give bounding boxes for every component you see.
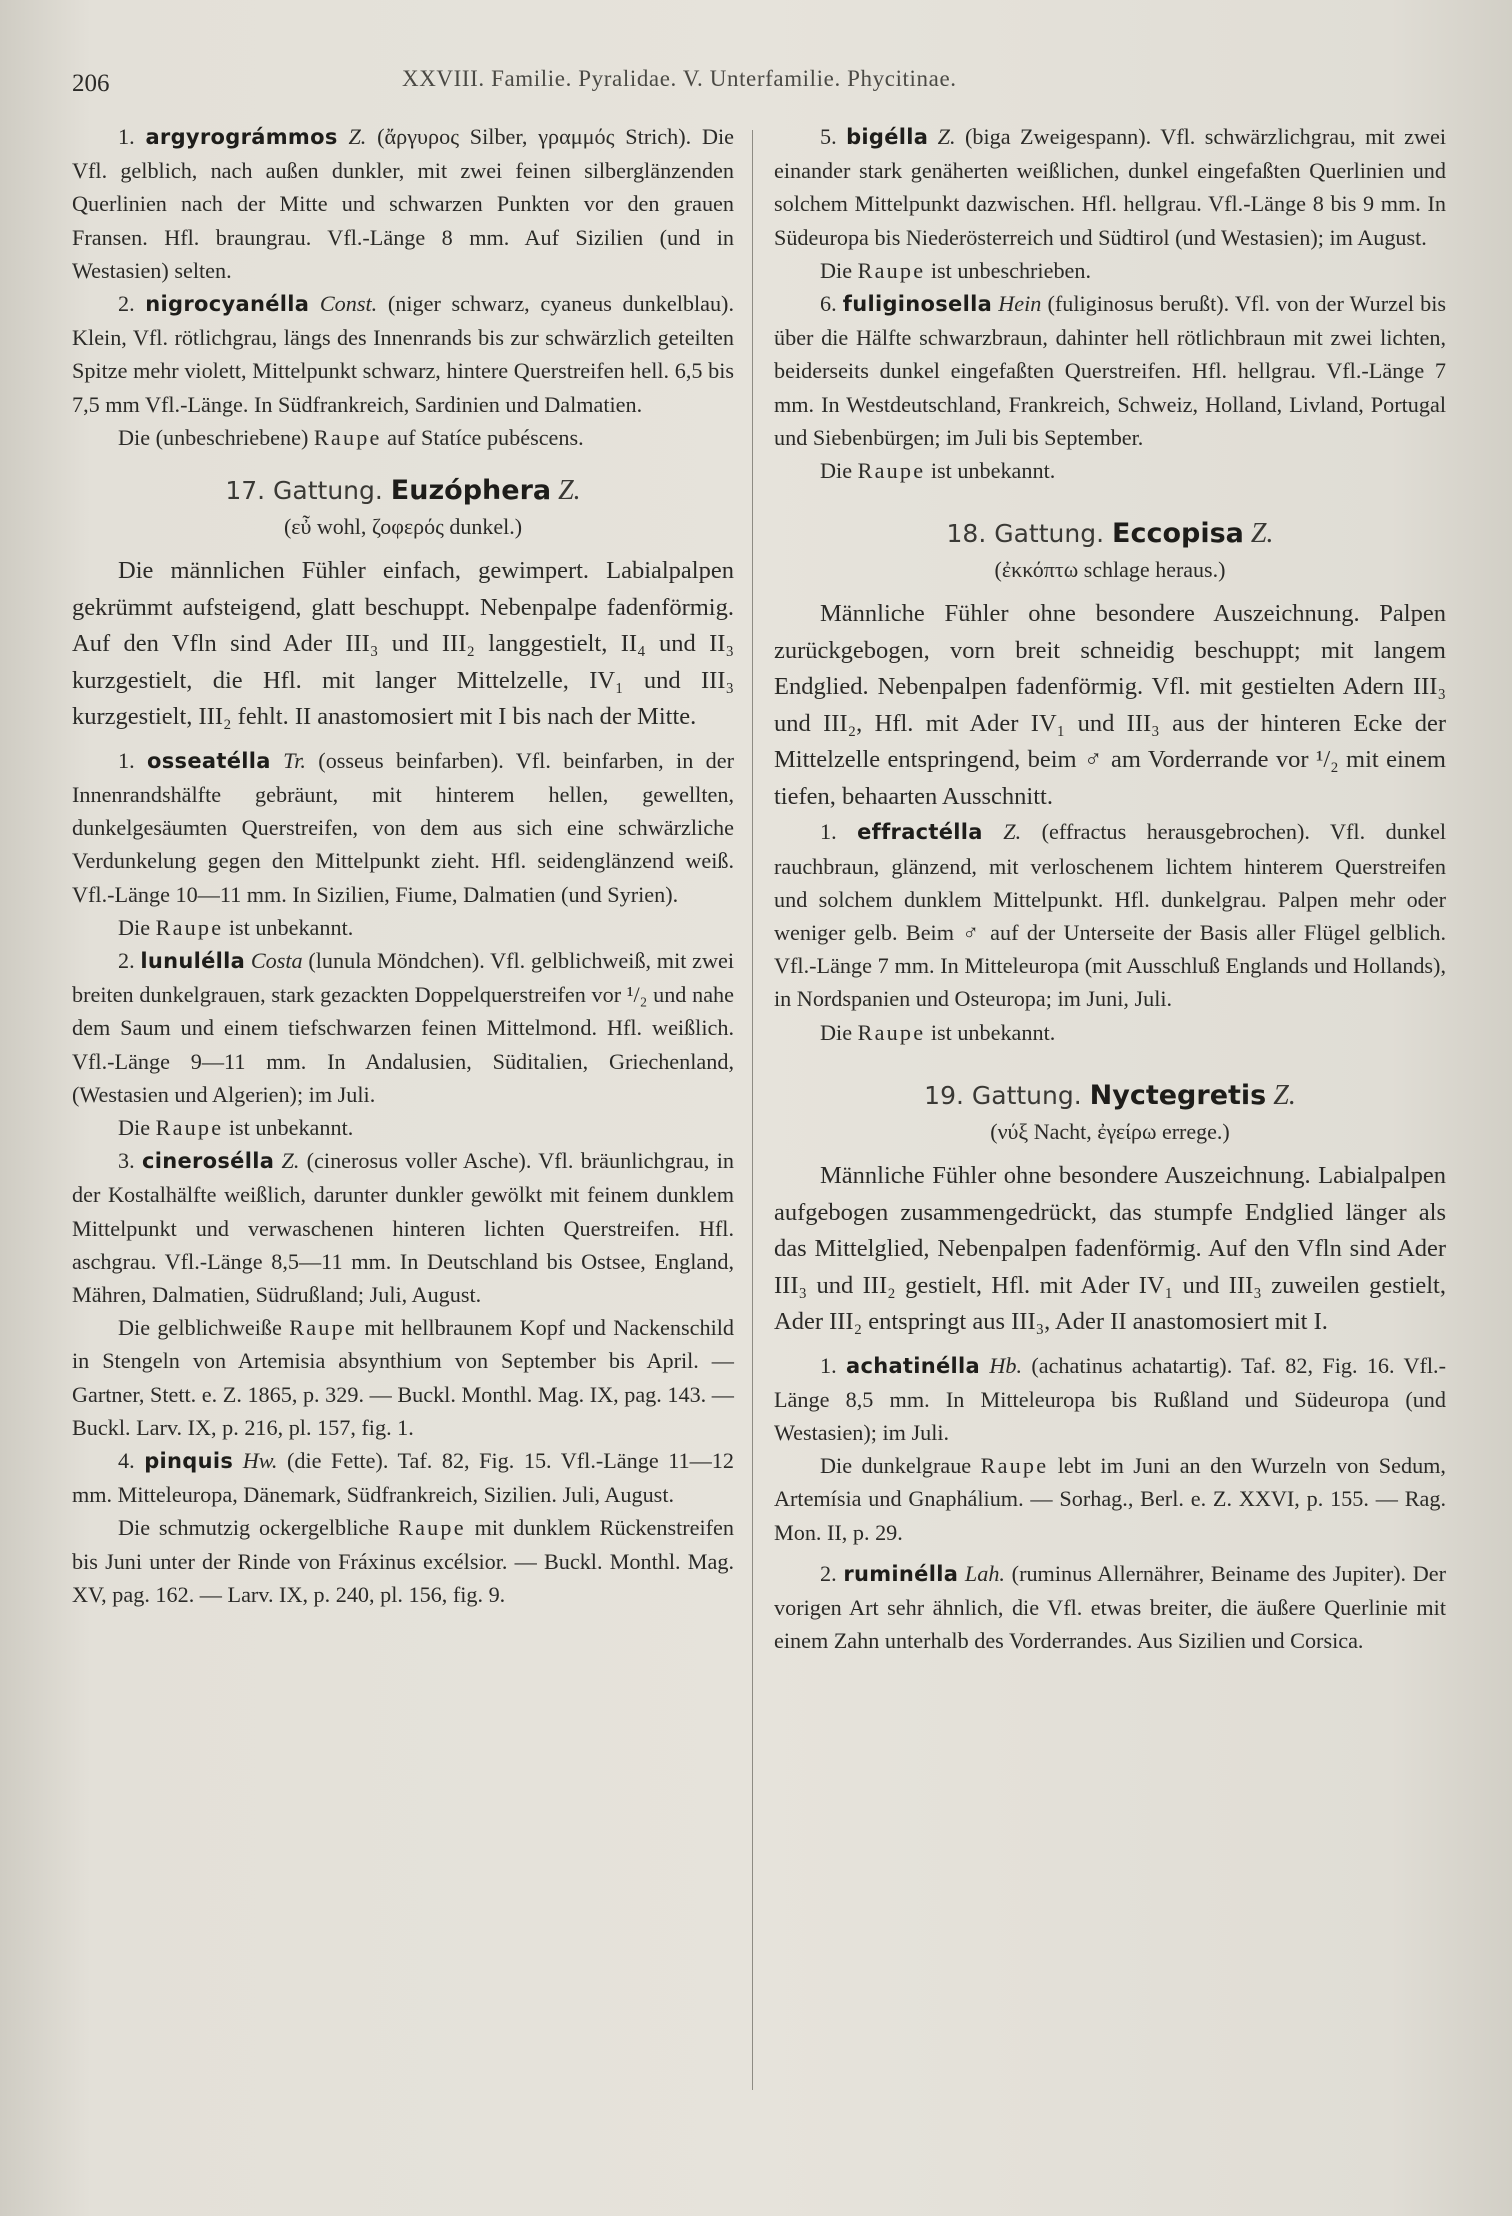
species-entry: 5. bigélla Z. (biga Zweigespann). Vfl. schwärzlichgrau, mit zwei einander stark genäherten weißlichen, dunkel eingefaßten Querlinien und solchem Mittelpunkt dazwischen. Hfl. hellgrau. Vfl.-Länge 8 bis 9 mm. In Südeuropa bis Niederösterreich und Südtirol (und Westasien); im August.: [774, 124, 1447, 250]
genus-name: Eccopisa: [1112, 518, 1244, 550]
species-name: lunulélla: [140, 948, 246, 973]
page-number: 206: [72, 70, 110, 97]
species-name: fuliginosella: [842, 292, 993, 317]
genus-etymology: (ἐκκόπτω schlage heraus.): [994, 557, 1226, 583]
species-author: Hb.: [980, 1352, 1023, 1378]
species-author: Costa: [245, 947, 303, 973]
larva-note: Die Raupe ist unbekannt.: [820, 458, 1056, 484]
species-author: Tr.: [270, 747, 306, 773]
species-author: Z.: [982, 819, 1022, 845]
species-name: effractélla: [857, 820, 983, 845]
species-entry: 1. osseatélla Tr. (osseus beinfarben). Vfl. beinfarben, in der Innenrandshälfte gebräunt, mit hinterem hellen, gewellten, dunkelgesäumten Querstreifen, von dem aus sich eine schwärzliche Verdunkelung gegen den Mittelpunkt zieht. Hfl. seidenglänzend weiß. Vfl.-Länge 10—11 mm. In Sizilien, Fiume, Dalmatien (und Syrien).: [72, 747, 735, 907]
species-author: Lah.: [958, 1560, 1005, 1586]
species-name: argyrográmmos: [145, 125, 338, 149]
genus-diagnosis: Männliche Fühler ohne besondere Auszeichnung. Palpen zurückgebogen, vorn breit schneidig beschuppt; mit langem Endglied. Nebenpalpen fadenförmig. Vfl. mit gestielten Adern III₃ und III₂, Hfl. mit Ader IV₁ und III₃ aus der hinteren Ecke der Mittelzelle entspringend, beim ♂ am Vorderrande vor ¹/₂ mit einem tiefen, behaarten Ausschnitt.: [774, 600, 1446, 810]
species-entry: 1. argyrográmmos Z. (ἄργυρος Silber, γραμμός Strich). Die Vfl. gelblich, nach außen dunkler, mit zwei feinen silberglänzenden Querlinien nach der Mitte und schwarzen Punkten vor den grauen Fransen. Hfl. braungrau. Vfl.-Länge 8 mm. Auf Sizilien (und in Westasien) selten.: [72, 124, 734, 283]
larva-note: Die Raupe ist unbekannt.: [820, 1019, 1056, 1045]
species-name: osseatélla: [147, 748, 271, 773]
species-entry: 2. lunulélla Costa (lunula Möndchen). Vfl. gelblichweiß, mit zwei breiten dunkelgrauen, stark gezackten Doppelquerstreifen vor ¹/₂ und nahe dem Saum und einem tiefschwarzen feinen Mittelmond. Hfl. weißlich. Vfl.-Länge 9—11 mm. In Andalusien, Süditalien, Griechenland, (Westasien und Algerien); im Juli.: [72, 947, 735, 1107]
genus-heading: 18. Gattung. Eccopisa Z.: [946, 518, 1274, 550]
larva-note: Die Raupe ist unbekannt.: [118, 1114, 354, 1140]
species-author: Hein: [992, 291, 1042, 317]
larva-note: Die Raupe ist unbekannt.: [118, 914, 354, 940]
species-entry: 4. pinquis Hw. (die Fette). Taf. 82, Fig. 15. Vfl.-Länge 11—12 mm. Mitteleuropa, Dänemark, Südfrankreich, Sizilien. Juli, August.: [72, 1448, 734, 1508]
species-entry: 6. fuliginosella Hein (fuliginosus berußt). Vfl. von der Wurzel bis über die Hälfte schwarzbraun, dahinter hell rötlichbraun mit zwei lichten, beiderseits dunkel eingefaßten Querstreifen. Hfl. hellgrau. Vfl.-Länge 7 mm. In Westdeutschland, Frankreich, Schweiz, Holland, Livland, Portugal und Siebenbürgen; im Juli bis September.: [774, 291, 1446, 450]
genus-etymology: (νύξ Nacht, ἐγείρω errege.): [990, 1118, 1230, 1144]
larva-note: Die schmutzig ockergelbliche Raupe mit dunklem Rückenstreifen bis Juni unter der Rinde von Fráxinus excélsior. — Buckl. Monthl. Mag. XV, pag. 162. — Larv. IX, p. 240, pl. 156, fig. 9.: [72, 1515, 734, 1607]
species-author: Hw.: [233, 1448, 278, 1473]
column-divider: [752, 130, 753, 2090]
species-entry: 2. nigrocyanélla Const. (niger schwarz, cyaneus dunkelblau). Klein, Vfl. rötlichgrau, längs des Innenrands bis zur schwärzlich geteilten Spitze mehr violett, Mittelpunkt schwarz, hintere Querstreifen hell. 6,5 bis 7,5 mm Vfl.-Länge. In Südfrankreich, Sardinien und Dalmatien.: [72, 291, 734, 417]
species-entry: 3. cinerosélla Z. (cinerosus voller Asche). Vfl. bräunlichgrau, in der Kostalhälfte weißlich, darunter dunkler gewölkt mit feinem dunklem Mittelpunkt und verwaschenen hinteren lichten Querstreifen. Hfl. aschgrau. Vfl.-Länge 8,5—11 mm. In Deutschland bis Ostsee, England, Mähren, Dalmatien, Südrußland; Juli, August.: [72, 1148, 735, 1307]
species-name: achatinélla: [845, 1353, 981, 1378]
species-author: Const.: [309, 291, 378, 317]
page-header: [72, 62, 1452, 102]
genus-heading: 17. Gattung. Euzóphera Z.: [225, 475, 581, 507]
larva-note: Die dunkelgraue Raupe lebt im Juni an den Wurzeln von Sedum, Artemísia und Gnaphálium. — Sorhag., Berl. e. Z. XXVI, p. 155. — Rag. Mon. II, p. 29.: [774, 1453, 1446, 1545]
species-author: Z.: [928, 124, 956, 149]
running-title: XXVIII. Familie. Pyralidae. V. Unterfamilie. Phycitinae.: [402, 66, 957, 91]
species-author: Z.: [337, 124, 367, 149]
genus-name: Nyctegretis: [1089, 1079, 1267, 1111]
genus-diagnosis: Männliche Fühler ohne besondere Auszeichnung. Labialpalpen aufgebogen zusammengedrückt, das stumpfe Endglied länger als das Mittelglied, Nebenpalpen fadenförmig. Auf den Vfln sind Ader III₃ und III₂ gestielt, Hfl. mit Ader IV₁ und III₃ zuweilen gestielt, Ader III₂ entspringt aus III₃, Ader II anastomosiert mit I.: [774, 1162, 1446, 1336]
species-name: bigélla: [846, 125, 929, 149]
larva-note: Die (unbeschriebene) Raupe auf Statíce pubéscens.: [118, 424, 584, 450]
species-name: nigrocyanélla: [145, 292, 310, 317]
larva-note: Die Raupe ist unbeschrieben.: [820, 257, 1092, 283]
species-name: pinquis: [144, 1449, 234, 1473]
species-entry: 2. ruminélla Lah. (ruminus Allernährer, Beiname des Jupiter). Der vorigen Art sehr ähnlich, die Vfl. etwas breiter, die äußere Querlinie mit einem Zahn unterhalb des Vorderrandes. Aus Sizilien und Corsica.: [774, 1560, 1446, 1654]
species-name: ruminélla: [843, 1561, 959, 1586]
genus-name: Euzóphera: [390, 475, 552, 507]
right-column: [774, 120, 1446, 1657]
species-entry: 1. effractélla Z. (effractus herausgebrochen). Vfl. dunkel rauchbraun, glänzend, mit verloschenem lichtem hinterem Querstreifen und solchem dunklem Mittelpunkt. Hfl. dunkelgrau. Palpen mehr oder weniger gelb. Beim ♂ auf der Unterseite der Basis aller Flügel gelblich. Vfl.-Länge 7 mm. In Mitteleuropa (mit Ausschluß Englands und Hollands), in Nordspanien und Osteuropa; im Juni, Juli.: [774, 819, 1446, 1012]
species-entry: 1. achatinélla Hb. (achatinus achatartig). Taf. 82, Fig. 16. Vfl.-Länge 8,5 mm. In Mitteleuropa bis Rußland und Südeuropa (und Westasien); im Juli.: [774, 1352, 1446, 1445]
genus-diagnosis: Die männlichen Fühler einfach, gewimpert. Labialpalpen gekrümmt aufsteigend, glatt beschuppt. Nebenpalpe fadenförmig. Auf den Vfln sind Ader III₃ und III₂ langgestielt, II₄ und II₃ kurzgestielt, die Hfl. mit langer Mittelzelle, IV₁ und III₃ kurzgestielt, III₂ fehlt. II anastomosiert mit I bis nach der Mitte.: [72, 557, 734, 731]
genus-heading: 19. Gattung. Nyctegretis Z.: [924, 1079, 1296, 1111]
species-name: cinerosélla: [141, 1149, 275, 1174]
left-column: [72, 120, 734, 1611]
larva-note: Die gelblichweiße Raupe mit hellbraunem Kopf und Nackenschild in Stengeln von Artemisia absynthium von September bis April. — Gartner, Stett. e. Z. 1865, p. 329. — Buckl. Monthl. Mag. IX, pag. 143. — Buckl. Larv. IX, p. 216, pl. 157, fig. 1.: [72, 1315, 734, 1440]
genus-etymology: (εὖ wohl, ζοφερός dunkel.): [283, 514, 523, 540]
species-author: Z.: [274, 1148, 300, 1174]
